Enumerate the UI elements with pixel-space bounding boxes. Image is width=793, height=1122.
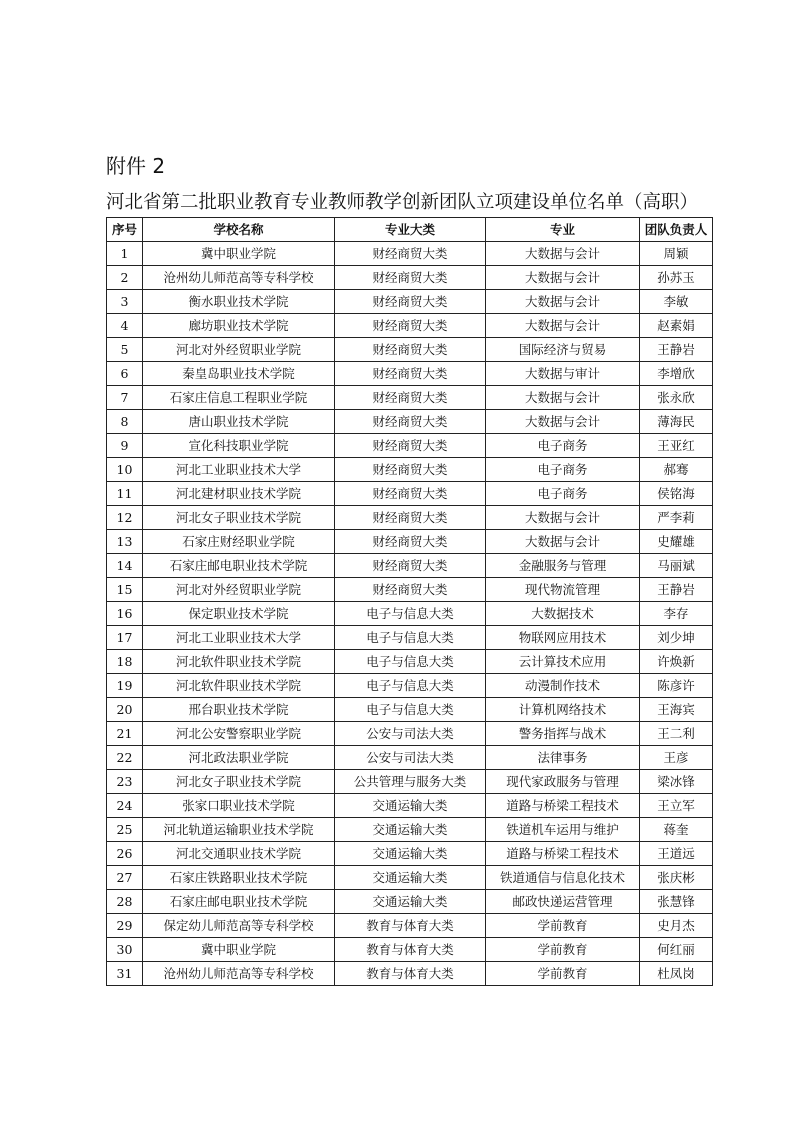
cell-school: 石家庄邮电职业技术学院 [143,554,335,578]
cell-category: 财经商贸大类 [335,266,486,290]
cell-major: 道路与桥梁工程技术 [486,794,640,818]
cell-index: 22 [107,746,143,770]
cell-school: 石家庄铁路职业技术学院 [143,866,335,890]
table-row [107,674,713,698]
cell-leader: 李敏 [640,290,713,314]
cell-category: 财经商贸大类 [335,434,486,458]
document-title: 河北省第二批职业教育专业教师教学创新团队立项建设单位名单（高职） [106,192,699,213]
cell-major: 电子商务 [486,458,640,482]
header-index: 序号 [107,218,143,242]
cell-leader: 王静岩 [640,338,713,362]
cell-major: 电子商务 [486,482,640,506]
cell-school: 河北交通职业技术学院 [143,842,335,866]
cell-school: 秦皇岛职业技术学院 [143,362,335,386]
cell-index: 6 [107,362,143,386]
cell-major: 计算机网络技术 [486,698,640,722]
cell-leader: 王二利 [640,722,713,746]
cell-school: 河北软件职业技术学院 [143,650,335,674]
cell-school: 河北软件职业技术学院 [143,674,335,698]
table-header-row [107,218,713,242]
cell-index: 30 [107,938,143,962]
cell-school: 张家口职业技术学院 [143,794,335,818]
cell-school: 沧州幼儿师范高等专科学校 [143,266,335,290]
cell-leader: 张永欣 [640,386,713,410]
cell-category: 交通运输大类 [335,818,486,842]
cell-category: 财经商贸大类 [335,530,486,554]
cell-school: 河北女子职业技术学院 [143,506,335,530]
cell-category: 电子与信息大类 [335,626,486,650]
cell-leader: 李存 [640,602,713,626]
cell-index: 13 [107,530,143,554]
table-row [107,242,713,266]
cell-index: 28 [107,890,143,914]
cell-school: 保定幼儿师范高等专科学校 [143,914,335,938]
cell-category: 财经商贸大类 [335,458,486,482]
cell-leader: 杜凤岗 [640,962,713,986]
table-row [107,506,713,530]
table-row [107,842,713,866]
cell-leader: 张慧锋 [640,890,713,914]
cell-major: 物联网应用技术 [486,626,640,650]
cell-leader: 刘少坤 [640,626,713,650]
cell-index: 31 [107,962,143,986]
cell-major: 铁道通信与信息化技术 [486,866,640,890]
cell-major: 电子商务 [486,434,640,458]
cell-leader: 孙苏玉 [640,266,713,290]
cell-category: 财经商贸大类 [335,314,486,338]
cell-school: 石家庄财经职业学院 [143,530,335,554]
cell-leader: 史月杰 [640,914,713,938]
cell-major: 铁道机车运用与维护 [486,818,640,842]
cell-index: 27 [107,866,143,890]
cell-index: 5 [107,338,143,362]
table-row [107,914,713,938]
table-row [107,602,713,626]
cell-leader: 王彦 [640,746,713,770]
table-row [107,578,713,602]
header-school: 学校名称 [143,218,335,242]
cell-major: 大数据与会计 [486,410,640,434]
cell-leader: 周颖 [640,242,713,266]
cell-category: 公安与司法大类 [335,746,486,770]
cell-category: 教育与体育大类 [335,962,486,986]
table-row [107,962,713,986]
cell-category: 交通运输大类 [335,890,486,914]
cell-school: 河北轨道运输职业技术学院 [143,818,335,842]
cell-major: 大数据与会计 [486,242,640,266]
cell-major: 大数据与会计 [486,530,640,554]
cell-leader: 赵素娟 [640,314,713,338]
cell-category: 教育与体育大类 [335,938,486,962]
attachment-label: 附件 2 [106,154,166,178]
header-category: 专业大类 [335,218,486,242]
cell-leader: 史耀雄 [640,530,713,554]
cell-leader: 侯铭海 [640,482,713,506]
cell-major: 邮政快递运营管理 [486,890,640,914]
cell-leader: 王道远 [640,842,713,866]
table-row [107,530,713,554]
cell-index: 17 [107,626,143,650]
cell-leader: 蒋奎 [640,818,713,842]
cell-index: 3 [107,290,143,314]
cell-major: 大数据与会计 [486,386,640,410]
cell-category: 财经商贸大类 [335,290,486,314]
table-row [107,434,713,458]
cell-index: 8 [107,410,143,434]
cell-category: 电子与信息大类 [335,698,486,722]
cell-major: 法律事务 [486,746,640,770]
cell-category: 财经商贸大类 [335,578,486,602]
table-row [107,722,713,746]
table-row [107,554,713,578]
cell-leader: 何红丽 [640,938,713,962]
table-row [107,698,713,722]
cell-major: 警务指挥与战术 [486,722,640,746]
cell-index: 18 [107,650,143,674]
cell-school: 河北对外经贸职业学院 [143,578,335,602]
cell-leader: 王静岩 [640,578,713,602]
cell-category: 电子与信息大类 [335,650,486,674]
cell-school: 冀中职业学院 [143,242,335,266]
header-major: 专业 [486,218,640,242]
cell-category: 教育与体育大类 [335,914,486,938]
cell-school: 河北工业职业技术大学 [143,458,335,482]
table-row [107,482,713,506]
cell-category: 财经商贸大类 [335,338,486,362]
cell-category: 交通运输大类 [335,866,486,890]
cell-index: 15 [107,578,143,602]
cell-major: 大数据技术 [486,602,640,626]
cell-school: 沧州幼儿师范高等专科学校 [143,962,335,986]
cell-leader: 张庆彬 [640,866,713,890]
table-row [107,314,713,338]
cell-leader: 严李莉 [640,506,713,530]
cell-category: 公共管理与服务大类 [335,770,486,794]
table-row [107,410,713,434]
cell-category: 财经商贸大类 [335,410,486,434]
cell-major: 国际经济与贸易 [486,338,640,362]
cell-index: 23 [107,770,143,794]
cell-category: 财经商贸大类 [335,506,486,530]
cell-index: 21 [107,722,143,746]
cell-category: 财经商贸大类 [335,386,486,410]
cell-index: 10 [107,458,143,482]
cell-leader: 梁冰锋 [640,770,713,794]
cell-category: 交通运输大类 [335,794,486,818]
cell-index: 9 [107,434,143,458]
table-row [107,338,713,362]
cell-category: 财经商贸大类 [335,362,486,386]
cell-school: 唐山职业技术学院 [143,410,335,434]
team-list-table [106,217,713,986]
cell-index: 14 [107,554,143,578]
table-row [107,386,713,410]
cell-school: 邢台职业技术学院 [143,698,335,722]
table-row [107,650,713,674]
table-row [107,362,713,386]
cell-school: 河北工业职业技术大学 [143,626,335,650]
cell-index: 24 [107,794,143,818]
table-row [107,626,713,650]
cell-major: 现代家政服务与管理 [486,770,640,794]
cell-major: 学前教育 [486,914,640,938]
header-leader: 团队负责人 [640,218,713,242]
cell-leader: 薄海民 [640,410,713,434]
cell-school: 河北对外经贸职业学院 [143,338,335,362]
cell-index: 12 [107,506,143,530]
cell-leader: 马丽斌 [640,554,713,578]
cell-leader: 李增欣 [640,362,713,386]
table-row [107,890,713,914]
cell-major: 学前教育 [486,938,640,962]
cell-school: 石家庄邮电职业技术学院 [143,890,335,914]
cell-school: 冀中职业学院 [143,938,335,962]
cell-school: 衡水职业技术学院 [143,290,335,314]
cell-school: 河北女子职业技术学院 [143,770,335,794]
cell-index: 19 [107,674,143,698]
cell-school: 石家庄信息工程职业学院 [143,386,335,410]
cell-major: 大数据与会计 [486,314,640,338]
cell-major: 大数据与会计 [486,266,640,290]
cell-leader: 王立军 [640,794,713,818]
table-row [107,818,713,842]
table-row [107,746,713,770]
cell-category: 电子与信息大类 [335,602,486,626]
cell-category: 财经商贸大类 [335,482,486,506]
cell-index: 7 [107,386,143,410]
cell-index: 2 [107,266,143,290]
cell-category: 电子与信息大类 [335,674,486,698]
cell-leader: 王亚红 [640,434,713,458]
cell-major: 现代物流管理 [486,578,640,602]
cell-category: 交通运输大类 [335,842,486,866]
cell-major: 金融服务与管理 [486,554,640,578]
cell-index: 26 [107,842,143,866]
cell-index: 16 [107,602,143,626]
cell-index: 20 [107,698,143,722]
cell-leader: 陈彦许 [640,674,713,698]
table-row [107,866,713,890]
cell-major: 大数据与会计 [486,506,640,530]
cell-category: 公安与司法大类 [335,722,486,746]
cell-index: 11 [107,482,143,506]
cell-index: 1 [107,242,143,266]
table-row [107,794,713,818]
cell-school: 廊坊职业技术学院 [143,314,335,338]
cell-index: 29 [107,914,143,938]
cell-major: 动漫制作技术 [486,674,640,698]
cell-leader: 许焕新 [640,650,713,674]
cell-major: 大数据与审计 [486,362,640,386]
table-row [107,290,713,314]
table-row [107,770,713,794]
cell-school: 河北建材职业技术学院 [143,482,335,506]
cell-major: 学前教育 [486,962,640,986]
cell-leader: 郝骞 [640,458,713,482]
table-row [107,938,713,962]
cell-school: 宣化科技职业学院 [143,434,335,458]
cell-major: 大数据与会计 [486,290,640,314]
cell-major: 道路与桥梁工程技术 [486,842,640,866]
cell-category: 财经商贸大类 [335,242,486,266]
cell-school: 河北政法职业学院 [143,746,335,770]
cell-index: 4 [107,314,143,338]
cell-school: 保定职业技术学院 [143,602,335,626]
cell-leader: 王海宾 [640,698,713,722]
cell-major: 云计算技术应用 [486,650,640,674]
cell-category: 财经商贸大类 [335,554,486,578]
table-row [107,458,713,482]
cell-index: 25 [107,818,143,842]
table-row [107,266,713,290]
cell-school: 河北公安警察职业学院 [143,722,335,746]
